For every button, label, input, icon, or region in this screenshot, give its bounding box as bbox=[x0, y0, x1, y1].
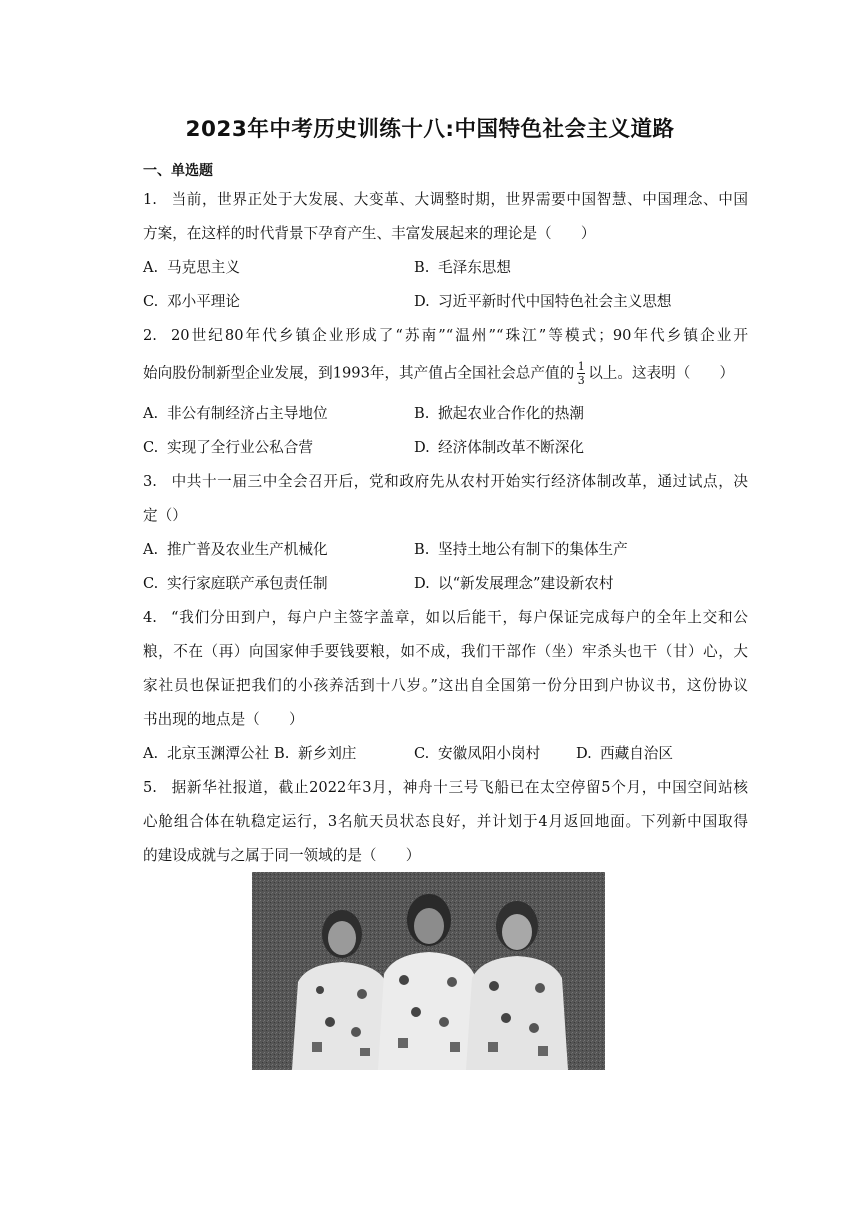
question-5-line-2: 心舱组合体在轨稳定运行，3名航天员状态良好，并计划于4月返回地面。下列新中国取得 bbox=[143, 813, 748, 830]
question-4-option-b[interactable]: B. 新乡刘庄 bbox=[274, 745, 357, 762]
question-2-option-d[interactable]: D. 经济体制改革不断深化 bbox=[414, 439, 584, 456]
question-4-option-d[interactable]: D. 西藏自治区 bbox=[576, 745, 673, 762]
question-1-line-1: 1. 当前，世界正处于大发展、大变革、大调整时期，世界需要中国智慧、中国理念、中国 bbox=[143, 191, 748, 208]
fraction-one-third: $\frac{1}{3}$ bbox=[577, 360, 585, 387]
question-4-option-c[interactable]: C. 安徽凤阳小岗村 bbox=[414, 745, 541, 762]
question-1-option-c[interactable]: C. 邓小平理论 bbox=[143, 293, 240, 310]
question-1-line-2: 方案，在这样的时代背景下孕育产生、丰富发展起来的理论是（ ） bbox=[143, 225, 596, 242]
question-4-option-a[interactable]: A. 北京玉渊潭公社 bbox=[143, 745, 270, 762]
question-2-line-2: 始向股份制新型企业发展，到1993年，其产值占全国社会总产值的 $\frac{1}{3}$ 以上。这表明（ ） bbox=[143, 360, 735, 387]
question-3-option-c[interactable]: C. 实行家庭联产承包责任制 bbox=[143, 575, 328, 592]
question-4-line-3: 家社员也保证把我们的小孩养活到十八岁。”这出自全国第一份分田到户协议书，这份协议 bbox=[143, 677, 748, 694]
question-1-option-a[interactable]: A. 马克思主义 bbox=[143, 259, 240, 276]
question-3-number: 3. bbox=[143, 473, 157, 490]
section-heading: 一、单选题 bbox=[143, 163, 213, 179]
question-3-option-d[interactable]: D. 以“新发展理念”建设新农村 bbox=[414, 575, 614, 592]
question-2-line-1: 2. 20世纪80年代乡镇企业形成了“苏南”“温州”“珠江”等模式；90年代乡镇企业开 bbox=[143, 327, 748, 344]
question-3-line-1: 3. 中共十一届三中全会召开后，党和政府先从农村开始实行经济体制改革，通过试点，决 bbox=[143, 473, 748, 490]
astronauts-photo bbox=[252, 872, 605, 1070]
question-1-number: 1. bbox=[143, 191, 157, 208]
question-1-option-b[interactable]: B. 毛泽东思想 bbox=[414, 259, 511, 276]
question-4-line-4: 书出现的地点是（ ） bbox=[143, 711, 304, 728]
question-5-line-1: 5. 据新华社报道，截止2022年3月，神舟十三号飞船已在太空停留5个月，中国空间站核 bbox=[143, 779, 748, 796]
question-3-option-a[interactable]: A. 推广普及农业生产机械化 bbox=[143, 541, 328, 558]
question-4-line-2: 粮，不在（再）向国家伸手要钱要粮，如不成，我们干部作（坐）牢杀头也干（甘）心，大 bbox=[143, 643, 748, 660]
question-2-number: 2. bbox=[143, 327, 157, 344]
question-2-option-c[interactable]: C. 实现了全行业公私合营 bbox=[143, 439, 313, 456]
question-5-number: 5. bbox=[143, 779, 157, 796]
question-1-option-d[interactable]: D. 习近平新时代中国特色社会主义思想 bbox=[414, 293, 672, 310]
question-2-option-a[interactable]: A. 非公有制经济占主导地位 bbox=[143, 405, 328, 422]
question-4-line-1: 4. “我们分田到户，每户户主签字盖章，如以后能干，每户保证完成每户的全年上交和公 bbox=[143, 609, 748, 626]
page-title: 2023年中考历史训练十八:中国特色社会主义道路 bbox=[185, 117, 675, 142]
question-5-line-3: 的建设成就与之属于同一领域的是（ ） bbox=[143, 847, 421, 864]
question-2-option-b[interactable]: B. 掀起农业合作化的热潮 bbox=[414, 405, 584, 422]
question-4-number: 4. bbox=[143, 609, 157, 626]
question-3-option-b[interactable]: B. 坚持土地公有制下的集体生产 bbox=[414, 541, 628, 558]
question-3-line-2: 定（） bbox=[143, 507, 187, 524]
